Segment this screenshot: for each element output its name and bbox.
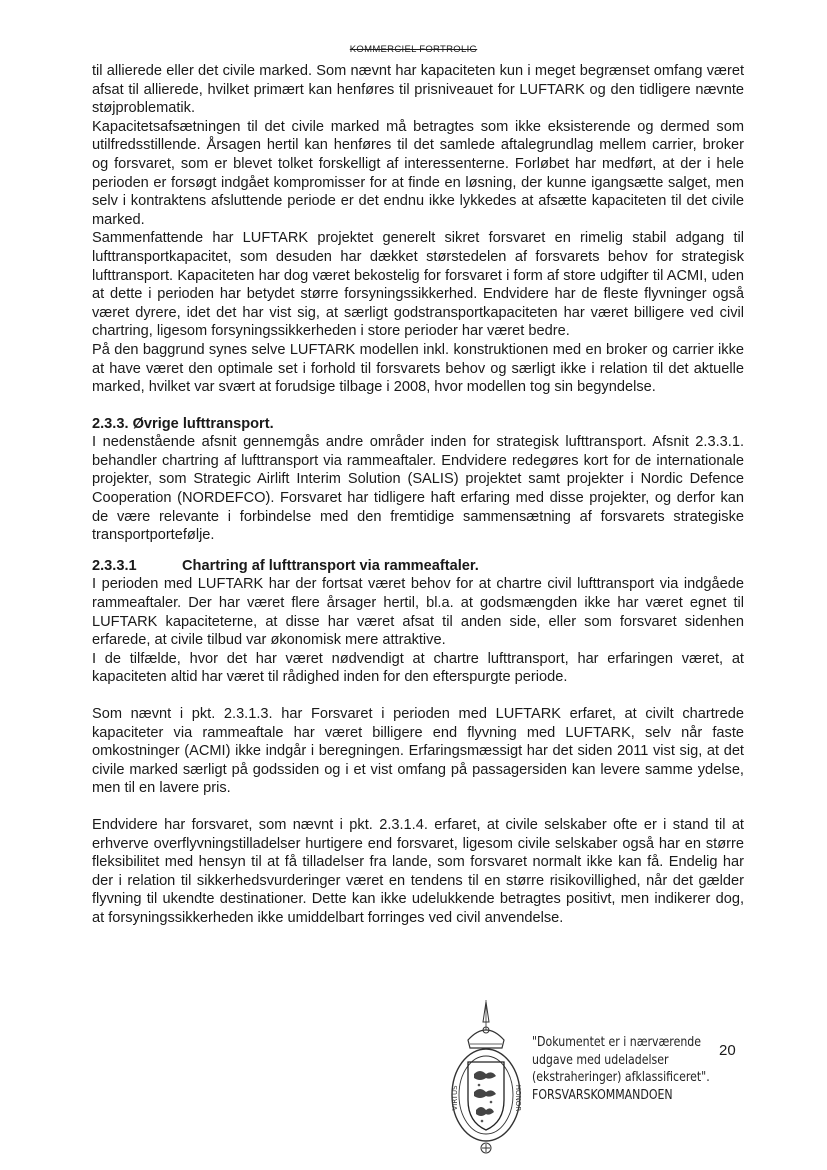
page-number: 20 — [719, 1042, 736, 1059]
coat-of-arms-seal-icon — [446, 1000, 526, 1160]
paragraph: Kapacitetsafsætningen til det civile marked må betragtes som ikke eksisterende og dermed som utilfredsstillende. Årsagen hertil kan henføres til det samlede aftalegrundlag mellem carrier, broker og forsvaret, som er blevet tolket forskelligt af interessenterne. Forløbet har medført, at der i hele perioden er forsøgt indgået kompromisser for at finde en løsning, der kunne igangsætte salget, men selv i kontraktens afsluttende periode er det endnu ikke lykkedes at afsætte kapaciteten til det civile marked. — [92, 118, 744, 228]
stamp-line: (ekstraheringer) afklassificeret". — [532, 1070, 710, 1085]
section-number: 2.3.3.1 — [92, 557, 137, 574]
paragraph: På den baggrund synes selve LUFTARK modellen inkl. konstruktionen med en broker og carrier ikke at have været den optimale set i forhold til forsvarets behov og særligt ikke i relation til det aktuelle marked, hvilket var svært at forudsige tilbage i 2008, hvor modellen tog sin begyndelse. — [92, 341, 744, 396]
section-heading-2-3-3: 2.3.3. Øvrige lufttransport. — [92, 415, 274, 432]
section-title: Chartring af lufttransport via rammeaftaler. — [182, 557, 479, 574]
paragraph: I perioden med LUFTARK har der fortsat været behov for at chartre civil lufttransport via indgåede rammeaftaler. Der har været flere årsager hertil, bl.a. at godsmængden ikke har været egnet til LUFTARK kapaciteterne, at disse har været afsat til anden side, eller som forsvaret sidenhen erfarede, at civile tilbud var økonomisk mere attraktive. — [92, 576, 744, 649]
paragraph: Sammenfattende har LUFTARK projektet generelt sikret forsvaret en rimelig stabil adgang til lufttransportkapacitet, som desuden har dækket størstedelen af forsvarets behov for strategisk lufttransport. Kapaciteten har dog været bekostelig for forsvaret i form af store udgifter til ACMI, uden at dette i perioden har betydet større forsyningssikkerhed. Endvidere har de fleste flyvninger også været dyrere, idet det har vist sig, at særligt godstransportkapaciteten har været billigere ved civil chartring, ligesom forsyningssikkerheden i store perioder har været bedre. — [92, 230, 744, 340]
paragraph: Som nævnt i pkt. 2.3.1.3. har Forsvaret i perioden med LUFTARK erfaret, at civilt chartrede kapaciteter via rammeaftale har været billigere end flyvning med LUFTARK, selv når faste omkostninger (ACMI) ikke indgår i beregningen. Erfaringsmæssigt har det siden 2011 vist sig, at det civile marked særligt på godssiden og i et vist omfang på passagersiden kan levere samme ydelse, men til en lavere pris. — [92, 706, 744, 797]
declassification-stamp — [446, 1000, 746, 1165]
seal-text-right: HONOR — [514, 1084, 522, 1112]
classification-header: KOMMERCIEL FORTROLIG — [349, 44, 478, 55]
paragraph: Endvidere har forsvaret, som nævnt i pkt. 2.3.1.4. erfaret, at civile selskaber ofte er i stand til at erhverve overflyvningstilladelser hurtigere end forsvaret, ligesom civile selskaber også har en større fleksibilitet med hensyn til at få tilladelser fra lande, som forsvaret normalt ikke kan få. Endelig har der i relation til sikkerhedsvurderinger været en tendens til en større risikovillighed, når det gælder flyvning til ukendte destinationer. Dette kan ikke udelukkende betragtes positivt, men indikerer dog, at forsyningssikkerheden ikke umiddelbart forringes ved civil anvendelse. — [92, 816, 744, 926]
paragraph: I de tilfælde, hvor det har været nødvendigt at chartre lufttransport, har erfaringen været, at kapaciteten altid har været til rådighed inden for den efterspurgte periode. — [92, 650, 744, 686]
stamp-line: FORSVARSKOMMANDOEN — [532, 1087, 673, 1103]
paragraph: I nedenstående afsnit gennemgås andre områder inden for strategisk lufttransport. Afsnit 2.3.3.1. behandler chartring af lufttransport via rammeaftaler. Endvidere redegøres kort for de internationale projekter, som Strategic Airlift Interim Solution (SALIS) projektet samt projekter i Nordic Defence Cooperation (NORDEFCO). Forsvaret har tidligere haft erfaring med disse projekter, og derfor kan de være relevante i forbindelse med den fremtidige sammensætning af forsvarets strategiske transportportefølje. — [92, 434, 744, 544]
stamp-line: "Dokumentet er i nærværende — [532, 1035, 702, 1050]
stamp-text — [532, 1034, 721, 1104]
section-heading-2-3-3-1 — [92, 557, 744, 576]
paragraph: til allierede eller det civile marked. Som nævnt har kapaciteten kun i meget begrænset omfang været afsat til allierede, hvilket primært kan henføres til prisniveauet for LUFTARK og den tidligere nævnte støjproblematik. — [92, 63, 744, 117]
page-body — [92, 62, 744, 928]
seal-text-left: VIRTUS — [451, 1085, 459, 1111]
stamp-line: udgave med udeladelser — [532, 1052, 669, 1068]
